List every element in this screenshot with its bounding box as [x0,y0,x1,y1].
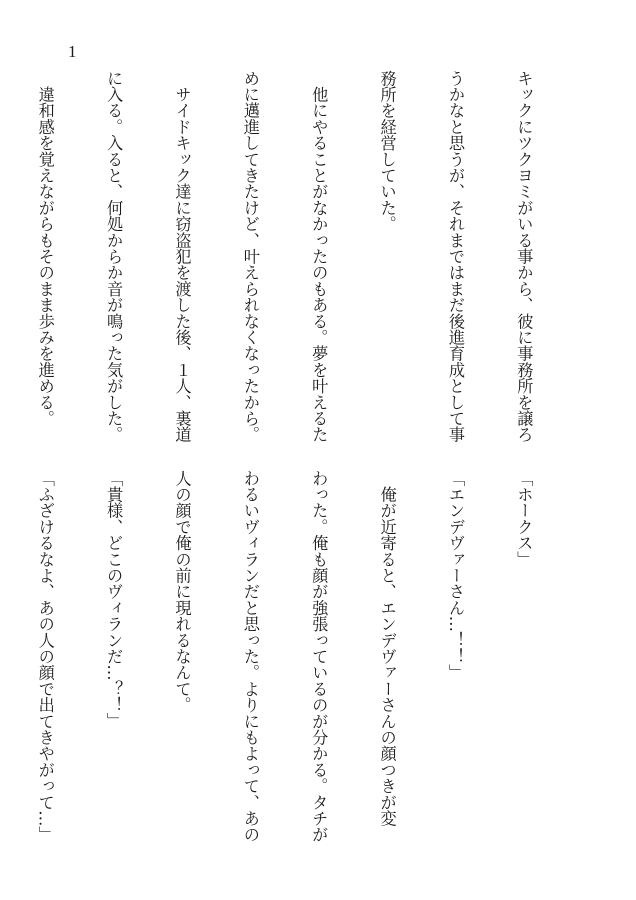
text-line: 「エンデヴァーさん…！！」 [446,470,466,681]
text-line: キックにツクヨミがいる事から、彼に事務所を譲ろ [514,70,534,443]
upper-text-block [35,70,580,443]
text-line: 「ふざけるなよ、あの人の顔で出てきやがって…」 [35,470,55,843]
text-line: に入る。入ると、何処からか音が鳴った気がした。 [104,70,124,443]
text-line: めに邁進してきたけど、叶えられなくなったから。 [240,70,260,443]
text-line: 「貴様、どこのヴィランだ…？！」 [104,470,124,730]
page-number: 1 [68,42,77,61]
text-line: 違和感を覚えながらもそのまま歩みを進める。 [35,70,55,427]
text-line: 人の顔で俺の前に現れるなんて。 [172,470,192,713]
text-line: 俺が近寄ると、エンデヴァーさんの顔つきが変 [377,470,397,827]
text-line: サイドキック達に窃盗犯を渡した後、１人、裏道 [172,70,192,443]
text-line: 「ホークス」 [514,470,534,568]
text-line: わった。俺も顔が強張っているのが分かる。タチが [309,470,329,843]
text-line: 務所を経営していた。 [377,70,397,232]
text-line: わるいヴィランだと思った。よりにもよって、あの [240,470,260,843]
text-line: 他にやることがなかったのもある。夢を叶えるた [309,70,329,443]
lower-text-block [35,470,580,843]
text-line: うかなと思うが、それまではまだ後進育成として事 [446,70,466,443]
